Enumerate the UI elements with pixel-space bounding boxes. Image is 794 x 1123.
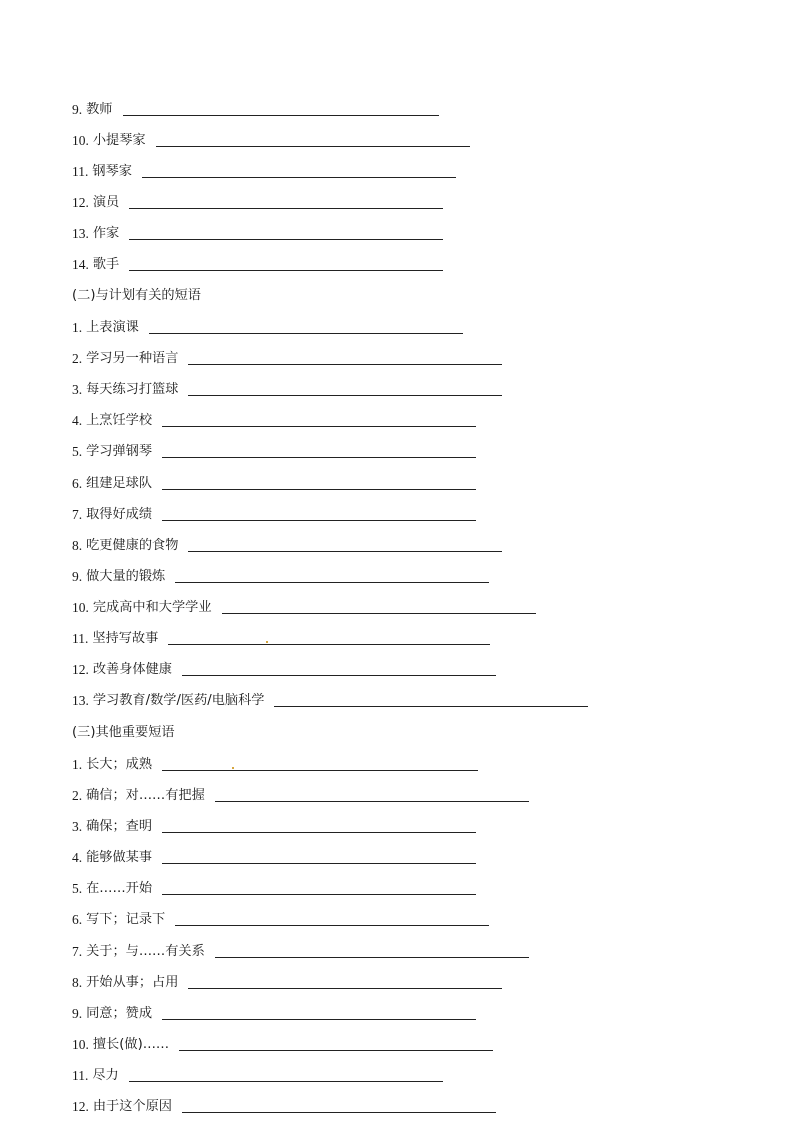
list-item: [72, 473, 476, 493]
orange-dot-mark: [232, 767, 234, 769]
answer-blank[interactable]: [175, 582, 489, 583]
item-text: 做大量的锻炼: [86, 569, 166, 584]
item-number: 3.: [72, 819, 83, 834]
item-number: 8.: [72, 975, 83, 990]
answer-blank[interactable]: [182, 675, 496, 676]
list-item: [72, 348, 502, 368]
section-heading: (二)与计划有关的短语: [72, 288, 201, 303]
list-item: [72, 909, 489, 929]
answer-blank[interactable]: [162, 894, 476, 895]
item-text: 歌手: [92, 257, 120, 272]
item-text: 完成高中和大学学业: [92, 600, 212, 615]
list-item: [72, 785, 529, 805]
item-number: 5.: [72, 444, 83, 459]
list-item: [72, 754, 478, 774]
item-number: 2.: [72, 788, 83, 803]
answer-blank[interactable]: [179, 1050, 493, 1051]
item-text: 确保；查明: [86, 819, 153, 834]
list-item: [72, 504, 476, 524]
item-text: 每天练习打篮球: [86, 382, 179, 397]
item-number: 11.: [72, 164, 89, 179]
list-item: [72, 254, 443, 274]
list-item: [72, 1065, 443, 1085]
answer-blank[interactable]: [142, 177, 456, 178]
answer-blank[interactable]: [162, 489, 476, 490]
list-item: [72, 847, 476, 867]
answer-blank[interactable]: [188, 551, 502, 552]
answer-blank[interactable]: [129, 270, 443, 271]
list-item: [72, 1096, 496, 1116]
item-text: 同意；赞成: [86, 1006, 153, 1021]
item-text: 尽力: [92, 1068, 119, 1083]
list-item: [72, 941, 529, 961]
answer-blank[interactable]: [162, 770, 478, 771]
item-text: 坚持写故事: [92, 631, 159, 646]
answer-blank[interactable]: [175, 925, 489, 926]
item-text: 作家: [92, 226, 120, 241]
list-item: [72, 410, 476, 430]
item-text: 学习弹钢琴: [86, 444, 153, 459]
item-number: 9.: [72, 102, 83, 117]
answer-blank[interactable]: [222, 613, 536, 614]
list-item: [72, 441, 476, 461]
list-item: [72, 972, 502, 992]
answer-blank[interactable]: [162, 457, 476, 458]
item-text: 由于这个原因: [92, 1099, 172, 1114]
item-number: 10.: [72, 600, 89, 615]
list-item: [72, 628, 490, 648]
item-text: 上表演课: [86, 320, 139, 335]
item-number: 9.: [72, 1006, 83, 1021]
item-text: 吃更健康的食物: [86, 538, 179, 553]
list-item: [72, 566, 489, 586]
answer-blank[interactable]: [188, 364, 502, 365]
item-number: 14.: [72, 257, 89, 272]
item-number: 5.: [72, 881, 83, 896]
answer-blank[interactable]: [129, 208, 443, 209]
item-number: 13.: [72, 226, 89, 241]
list-item: [72, 192, 443, 212]
item-number: 12.: [72, 195, 89, 210]
list-item: [72, 1003, 476, 1023]
answer-blank[interactable]: [162, 520, 476, 521]
item-text: 学习另一种语言: [86, 351, 179, 366]
answer-blank[interactable]: [188, 395, 502, 396]
list-item: [72, 223, 443, 243]
item-text: 取得好成绩: [86, 507, 153, 522]
item-number: 11.: [72, 631, 89, 646]
answer-blank[interactable]: [149, 333, 463, 334]
orange-dot-mark: [266, 641, 268, 643]
item-text: 关于；与……有关系: [86, 944, 205, 959]
item-text: 小提琴家: [92, 133, 146, 148]
item-number: 6.: [72, 476, 83, 491]
item-number: 12.: [72, 662, 89, 677]
item-number: 3.: [72, 382, 83, 397]
answer-blank[interactable]: [129, 239, 443, 240]
list-item: [72, 130, 470, 150]
list-item: [72, 816, 476, 836]
list-item: [72, 317, 463, 337]
answer-blank[interactable]: [215, 957, 529, 958]
answer-blank[interactable]: [123, 115, 439, 116]
item-text: 教师: [86, 102, 113, 117]
item-number: 13.: [72, 693, 89, 708]
item-text: 改善身体健康: [92, 662, 172, 677]
answer-blank[interactable]: [274, 706, 588, 707]
list-item: [72, 878, 476, 898]
item-text: 写下；记录下: [86, 912, 166, 927]
list-item: [72, 99, 439, 119]
item-text: 上烹饪学校: [86, 413, 153, 428]
item-number: 10.: [72, 1037, 89, 1052]
answer-blank[interactable]: [162, 1019, 476, 1020]
item-text: 能够做某事: [86, 850, 153, 865]
item-number: 6.: [72, 912, 83, 927]
item-text: 演员: [92, 195, 120, 210]
item-number: 8.: [72, 538, 83, 553]
item-text: 组建足球队: [86, 476, 153, 491]
item-number: 7.: [72, 944, 83, 959]
item-number: 1.: [72, 320, 83, 335]
answer-blank[interactable]: [162, 863, 476, 864]
answer-blank[interactable]: [156, 146, 470, 147]
item-number: 9.: [72, 569, 83, 584]
item-text: 在……开始: [86, 881, 153, 896]
list-item: [72, 535, 502, 555]
item-text: 学习教育/数学/医药/电脑科学: [92, 693, 265, 708]
item-number: 10.: [72, 133, 89, 148]
list-item: [72, 161, 456, 181]
item-text: 开始从事；占用: [86, 975, 179, 990]
list-item: [72, 379, 502, 399]
item-number: 12.: [72, 1099, 89, 1114]
answer-blank[interactable]: [182, 1112, 496, 1113]
item-number: 7.: [72, 507, 83, 522]
item-number: 2.: [72, 351, 83, 366]
answer-blank[interactable]: [162, 426, 476, 427]
item-text: 确信；对……有把握: [86, 788, 205, 803]
answer-blank[interactable]: [168, 644, 490, 645]
item-number: 4.: [72, 850, 83, 865]
item-text: 擅长(做)……: [92, 1037, 170, 1052]
section-heading: (三)其他重要短语: [72, 725, 175, 740]
item-number: 4.: [72, 413, 83, 428]
answer-blank[interactable]: [188, 988, 502, 989]
list-item: [72, 1034, 493, 1054]
item-text: 长大；成熟: [86, 757, 153, 772]
answer-blank[interactable]: [162, 832, 476, 833]
item-number: 11.: [72, 1068, 89, 1083]
list-item: [72, 597, 536, 617]
item-number: 1.: [72, 757, 83, 772]
item-text: 钢琴家: [92, 164, 132, 179]
answer-blank[interactable]: [129, 1081, 443, 1082]
list-item: [72, 659, 496, 679]
list-item: [72, 690, 588, 710]
answer-blank[interactable]: [215, 801, 529, 802]
